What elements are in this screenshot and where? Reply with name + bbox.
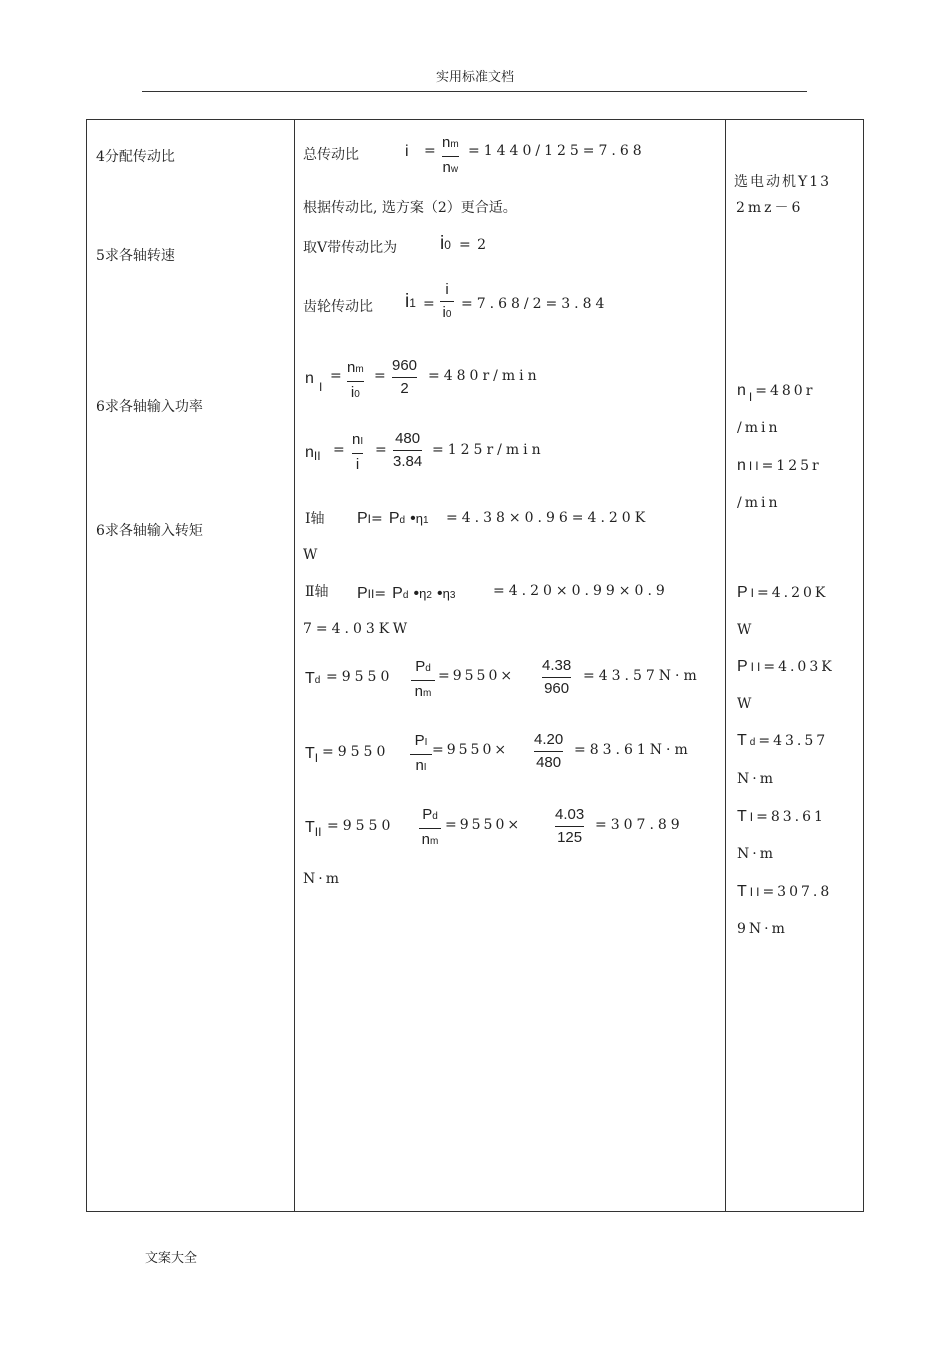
right-TII: TII=307.8 9N·m bbox=[737, 883, 833, 937]
label-shaft-torque: 6求各轴输入转矩 bbox=[96, 523, 203, 539]
TI-value: =83.61N·m bbox=[574, 742, 692, 758]
TI-coefficient-times: =9550× bbox=[432, 742, 510, 758]
P2-value: =4.20×0.99×0.9 bbox=[493, 583, 669, 599]
column-divider-2 bbox=[725, 119, 726, 1212]
motor-choice-line2: 2mz－6 bbox=[736, 200, 804, 216]
right-PI: PI=4.20K W bbox=[737, 584, 829, 638]
right-TI: TI=83.61 N·m bbox=[737, 808, 826, 862]
right-nII: nII=125r /min bbox=[737, 457, 822, 511]
Td-coefficient: =9550 bbox=[326, 669, 394, 685]
nm-over-nw-fraction bbox=[442, 134, 459, 179]
P1-unit-cont: W bbox=[303, 547, 319, 563]
axis2-label: Ⅱ轴 bbox=[305, 584, 329, 600]
Td-coefficient-times: =9550× bbox=[438, 668, 516, 684]
nI-over-i-fraction: nI i bbox=[352, 431, 364, 473]
nI-symbol: n $_I$ bbox=[305, 370, 323, 394]
TI-symbol: $T_I$ bbox=[305, 745, 319, 765]
403-over-125-fraction: 4.03 125 bbox=[555, 806, 585, 846]
gear-ratio-value: =7.68/2=3.84 bbox=[461, 296, 609, 312]
TI-coefficient: =9550 bbox=[322, 744, 390, 760]
960-over-2-fraction: 960 2 bbox=[392, 357, 418, 397]
choose-plan-text: 根据传动比, 选方案（2）更合适。 bbox=[303, 200, 517, 216]
P1-value: =4.38×0.96=4.20K bbox=[446, 510, 650, 526]
right-nI: nI=480r /min bbox=[737, 382, 816, 436]
i0-symbol: i0 bbox=[440, 233, 451, 254]
fraction-denominator: i0 bbox=[442, 304, 452, 321]
Td-value: =43.57N·m bbox=[583, 668, 701, 684]
v-belt-label: 取V带传动比为 bbox=[303, 240, 398, 256]
TII-unit-cont: N·m bbox=[303, 871, 342, 887]
total-ratio-value: =1440/125=7.68 bbox=[468, 143, 646, 159]
P2-formula: PII= Pd •η2 •η3 bbox=[357, 585, 456, 602]
fraction-numerator: nm bbox=[442, 134, 459, 151]
480-over-384-fraction: 480 3.84 bbox=[393, 430, 423, 470]
label-shaft-speed: 5求各轴转速 bbox=[96, 248, 175, 264]
equals-sign: = bbox=[424, 143, 437, 159]
PI-over-nI-fraction: PI nI bbox=[410, 732, 432, 777]
Pd-over-nm-fraction: Pd nm bbox=[419, 806, 441, 851]
P2-value-cont: 7=4.03KW bbox=[303, 621, 412, 637]
fraction-denominator: nw bbox=[442, 159, 459, 176]
motor-choice-line1: 选电动机Y13 bbox=[734, 174, 832, 190]
label-ratio-allocation: 4分配传动比 bbox=[96, 149, 175, 165]
nII-symbol: nII bbox=[305, 444, 321, 463]
nm-over-i0-fraction: nm i0 bbox=[347, 359, 364, 401]
ratio-symbol: i bbox=[405, 143, 409, 160]
nI-value: =480r/min bbox=[428, 368, 541, 384]
equals-sign: = bbox=[374, 368, 387, 384]
total-ratio-label: 总传动比 bbox=[303, 147, 359, 163]
label-shaft-power: 6求各轴输入功率 bbox=[96, 399, 203, 415]
page-header: 实用标准文档 bbox=[435, 70, 514, 85]
right-PII: PII=4.03K W bbox=[737, 658, 835, 712]
equals-sign: = bbox=[375, 442, 388, 458]
438-over-960-fraction: 4.38 960 bbox=[542, 657, 572, 697]
equals-sign: = bbox=[333, 442, 346, 458]
page-footer: 文案大全 bbox=[145, 1251, 198, 1266]
column-divider-1 bbox=[294, 119, 295, 1212]
i-over-i0-fraction bbox=[440, 281, 454, 324]
gear-ratio-label: 齿轮传动比 bbox=[303, 299, 373, 315]
Td-symbol: Td bbox=[305, 670, 321, 687]
Pd-over-nm-fraction: Pd nm bbox=[411, 658, 435, 703]
equals-sign: = bbox=[330, 368, 343, 384]
i1-symbol: i1 bbox=[405, 291, 416, 312]
axis1-label: Ⅰ轴 bbox=[305, 511, 325, 527]
TII-value: =307.89 bbox=[595, 817, 684, 833]
TII-coefficient-times: =9550× bbox=[445, 817, 523, 833]
P1-formula: PI= Pd •η1 bbox=[357, 510, 429, 527]
TII-symbol: $T_{II}$ bbox=[305, 819, 322, 839]
right-Td: Td=43.57 N·m bbox=[737, 732, 829, 787]
420-over-480-fraction: 4.20 480 bbox=[534, 731, 564, 771]
TII-coefficient: =9550 bbox=[327, 818, 395, 834]
equals-sign: = bbox=[423, 296, 436, 312]
v-belt-value: = 2 bbox=[459, 237, 488, 253]
nII-value: =125r/min bbox=[432, 442, 545, 458]
header-rule bbox=[142, 91, 807, 92]
fraction-numerator: i bbox=[445, 281, 449, 298]
